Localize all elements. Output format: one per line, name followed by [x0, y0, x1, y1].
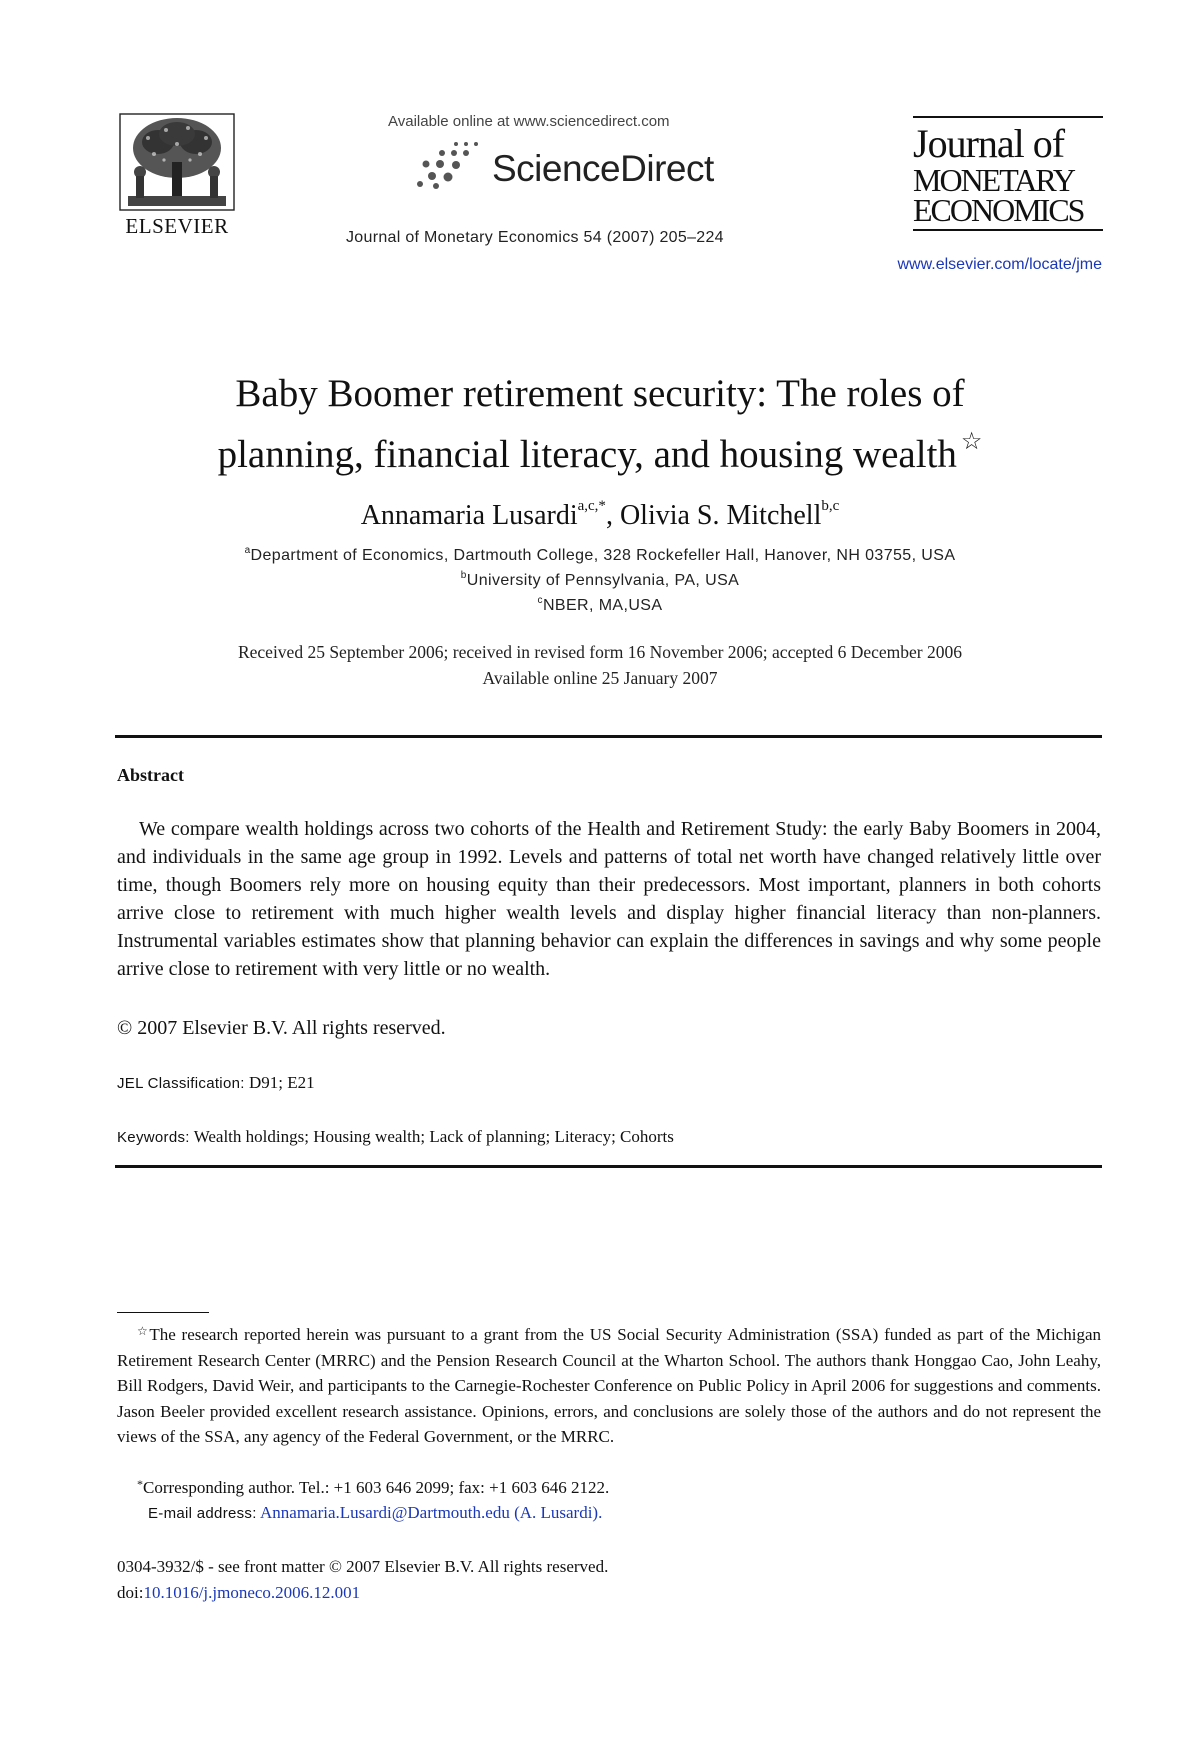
front-matter-line: 0304-3932/$ - see front matter © 2007 Elsevier B.V. All rights reserved.: [117, 1557, 609, 1576]
abstract-body: We compare wealth holdings across two cohorts of the Health and Retirement Study: the early Baby Boomers in 2004, and individuals in the same age group in 1992. Levels and patterns of total net worth have changed relatively little over time, though Boomers rely more on housing equity than their predecessors. Most important, planners in both cohorts arrive close to retirement with much higher wealth levels and display higher financial literacy than non-planners. Instrumental variables estimates show that planning behavior can explain the differences in savings and why some people arrive close to retirement with very little or no wealth.: [117, 818, 1101, 980]
funding-footnote-text: The research reported herein was pursuant to a grant from the US Social Security Administration (SSA) funded as part of the Michigan Retirement Research Center (MRRC) and the Pension Research Council at the Wharton School. The authors thank Honggao Cao, John Leahy, Bill Rodgers, David Weir, and participants to the Carnegie-Rochester Conference on Public Policy in April 2006 for suggestions and comments. Jason Beeler provided excellent research assistance. Opinions, errors, and conclusions are solely those of the authors and do not represent the views of the SSA, any agency of the Federal Government, or the MRRC.: [117, 1325, 1101, 1446]
author-affiliation-marks[interactable]: b,c: [821, 498, 840, 514]
affiliation-mark: c: [537, 595, 543, 606]
received-dates: Received 25 September 2006; received in revised form 16 November 2006; accepted 6 December 2006: [237, 642, 963, 662]
publisher-name: ELSEVIER: [125, 214, 229, 238]
title-line-2-text: planning, financial literacy, and housing wealth: [217, 433, 957, 476]
sciencedirect-dots-icon: [412, 140, 490, 190]
title-line-1: Baby Boomer retirement security: The roles of: [235, 372, 965, 415]
elsevier-tree-icon: [118, 112, 236, 212]
corresponding-author-footnote: [137, 1477, 609, 1498]
email-footnote: [148, 1503, 602, 1523]
affiliation-a: [100, 545, 1100, 565]
abstract-heading: Abstract: [117, 765, 184, 785]
journal-logo-line3: ECONOMICS: [913, 192, 1084, 228]
affiliation-text: NBER, MA,USA: [542, 597, 663, 614]
email-link[interactable]: Annamaria.Lusardi@Dartmouth.edu (A. Lusardi).: [260, 1503, 603, 1522]
journal-logo-rule: [913, 116, 1103, 118]
sciencedirect-wordmark: ScienceDirect: [492, 148, 714, 189]
abstract-copyright: © 2007 Elsevier B.V. All rights reserved.: [117, 1017, 446, 1039]
footnote-rule: [117, 1312, 209, 1313]
title-footnote-star-icon[interactable]: ☆: [960, 429, 983, 455]
author-name[interactable]: Annamaria Lusardi: [360, 500, 578, 531]
affiliation-b: [100, 570, 1100, 590]
jel-value: D91; E21: [248, 1073, 315, 1092]
email-label: E-mail address:: [148, 1505, 257, 1522]
affiliation-text: Department of Economics, Dartmouth College, 328 Rockefeller Hall, Hanover, NH 03755, USA: [250, 547, 956, 564]
author-name[interactable]: Olivia S. Mitchell: [619, 500, 822, 531]
jel-classification: [117, 1073, 315, 1093]
doi-link[interactable]: 10.1016/j.jmoneco.2006.12.001: [143, 1583, 361, 1602]
keywords: [117, 1127, 674, 1147]
author-list: [100, 498, 1100, 532]
author-affiliation-marks[interactable]: a,c,*: [577, 498, 606, 514]
corresponding-author-text: Corresponding author. Tel.: +1 603 646 2099; fax: +1 603 646 2122.: [143, 1478, 610, 1497]
footnote-star-icon: ☆: [137, 1324, 150, 1338]
elsevier-logo: [118, 112, 236, 240]
section-divider: [115, 1165, 1102, 1168]
journal-reference: Journal of Monetary Economics 54 (2007) 205–224: [346, 229, 724, 246]
affiliation-mark: b: [460, 570, 467, 581]
available-online-text: Available online at www.sciencedirect.com: [388, 113, 670, 130]
funding-footnote: [117, 1319, 1101, 1450]
available-online-date: Available online 25 January 2007: [482, 668, 718, 688]
section-divider: [115, 735, 1102, 738]
doi-label: doi:: [117, 1583, 144, 1602]
journal-logo-line2: MONETARY: [913, 162, 1074, 198]
article-title: [100, 370, 1100, 479]
journal-logo-line1: Journal of: [913, 121, 1065, 166]
doi-line: [117, 1583, 360, 1603]
title-line-2: [100, 418, 1100, 479]
keywords-value: Wealth holdings; Housing wealth; Lack of planning; Literacy; Cohorts: [193, 1127, 674, 1146]
keywords-label: Keywords:: [117, 1129, 190, 1146]
journal-url-link[interactable]: www.elsevier.com/locate/jme: [897, 256, 1102, 273]
jel-label: JEL Classification:: [117, 1075, 245, 1092]
affiliation-text: University of Pennsylvania, PA, USA: [466, 572, 740, 589]
journal-logo: [913, 116, 1105, 236]
journal-logo-rule: [913, 229, 1103, 231]
footnote-asterisk: *: [137, 1477, 143, 1491]
affiliation-c: [100, 595, 1100, 615]
author-separator: ,: [605, 500, 620, 531]
affiliation-mark: a: [244, 545, 251, 556]
